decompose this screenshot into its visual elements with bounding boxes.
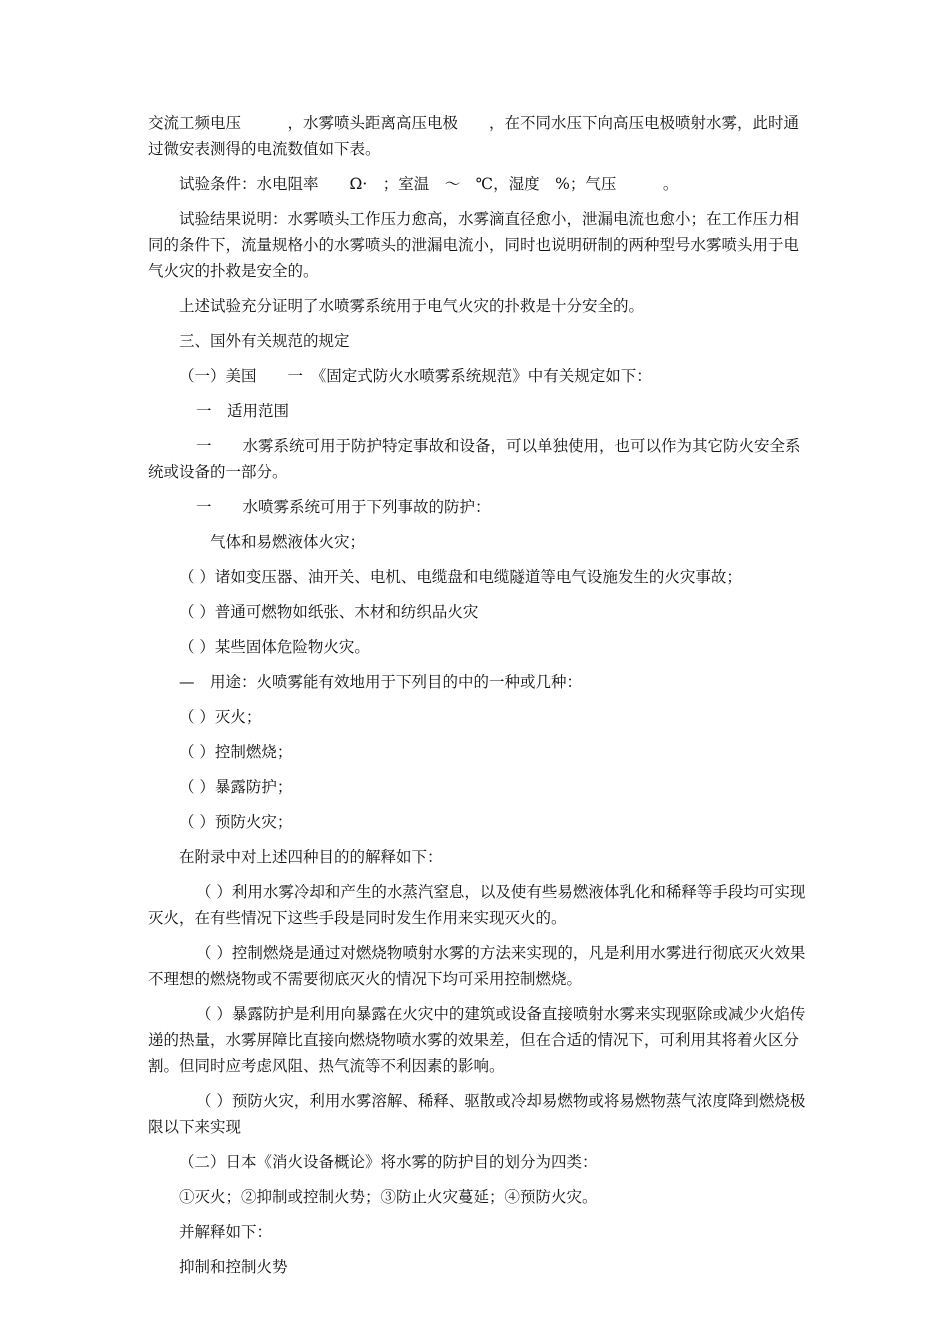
paragraph-explain-prevention: （ ）预防火灾，利用水雾溶解、稀释、驱散或冷却易燃物或将易燃物蒸气浓度降到燃烧极限以下来实现	[148, 1092, 806, 1136]
list-item-gas-liquid-fire: 气体和易燃液体火灾；	[210, 533, 366, 551]
paragraph-test-setup: 交流工频电压 ，水雾喷头距离高压电极 ，在不同水压下向高压电极喷射水雾，此时通过微安表测得的电流数值如下表。	[148, 114, 800, 158]
list-item-prevention: （ ）预防火灾；	[179, 813, 293, 831]
document-body	[148, 110, 808, 1280]
paragraph-japan-categories: ①灭火；②抑制或控制火势；③防止火灾蔓延；④预防火灾。	[179, 1188, 598, 1206]
paragraph-suppress-control: 抑制和控制火势	[179, 1258, 288, 1276]
list-item-control-burning: （ ）控制燃烧；	[179, 743, 293, 761]
paragraph-explain-control: （ ）控制燃烧是通过对燃烧物喷射水雾的方法来实现的，凡是利用水雾进行彻底灭火效果不理想的燃烧物或不需要彻底灭火的情况下均可采用控制燃烧。	[148, 944, 806, 988]
clause-scope-1: 一 水雾系统可用于防护特定事故和设备，可以单独使用，也可以作为其它防火安全系统或设备的一部分。	[148, 437, 801, 481]
paragraph-explain-extinguish: （ ）利用水雾冷却和产生的水蒸汽窒息，以及使有些易燃液体乳化和稀释等手段均可实现灭火，在有些情况下这些手段是同时发生作用来实现灭火的。	[148, 883, 806, 927]
list-item-solid-hazards: （ ）某些固体危险物火灾。	[179, 638, 370, 656]
paragraph-explain-exposure: （ ）暴露防护是利用向暴露在火灾中的建筑或设备直接喷射水雾来实现驱除或减少火焰传递的热量，水雾屏障比直接向燃烧物喷水雾的效果差，但在合适的情况下，可利用其将着火区分割。但同时应考虑风阻、热气流等不利因素的影响。	[148, 1005, 806, 1075]
paragraph-test-conditions: 试验条件：水电阻率 Ω· ；室温 ～ ℃，湿度 %；气压 。	[179, 175, 679, 193]
clause-heading-scope: 一 适用范围	[196, 402, 290, 420]
paragraph-conclusion: 上述试验充分证明了水喷雾系统用于电气火灾的扑救是十分安全的。	[179, 297, 645, 315]
paragraph-test-results: 试验结果说明：水雾喷头工作压力愈高，水雾滴直径愈小，泄漏电流也愈小；在工作压力相同的条件下，流量规格小的水雾喷头的泄漏电流小，同时也说明研制的两种型号水雾喷头用于电气火灾的扑救是安全的。	[148, 210, 800, 280]
list-item-ordinary-combustibles: （ ）普通可燃物如纸张、木材和纺织品火灾	[179, 603, 479, 621]
paragraph-appendix-intro: 在附录中对上述四种目的的解释如下：	[179, 848, 443, 866]
list-item-electrical-fire: （ ）诸如变压器、油开关、电机、电缆盘和电缆隧道等电气设施发生的火灾事故；	[179, 568, 742, 586]
subsection-heading-usa: （一）美国 一 《固定式防火水喷雾系统规范》中有关规定如下：	[179, 367, 652, 385]
paragraph-explain-intro: 并解释如下：	[179, 1223, 273, 1241]
subsection-heading-japan: （二）日本《消火设备概论》将水雾的防护目的划分为四类：	[179, 1153, 598, 1171]
clause-scope-2: 一 水喷雾系统可用于下列事故的防护：	[196, 498, 491, 516]
clause-heading-purpose: — 用途：火喷雾能有效地用于下列目的中的一种或几种：	[179, 673, 583, 691]
section-heading-foreign-standards: 三、国外有关规范的规定	[179, 332, 350, 350]
list-item-exposure-protection: （ ）暴露防护；	[179, 778, 293, 796]
list-item-extinguish: （ ）灭火；	[179, 708, 262, 726]
